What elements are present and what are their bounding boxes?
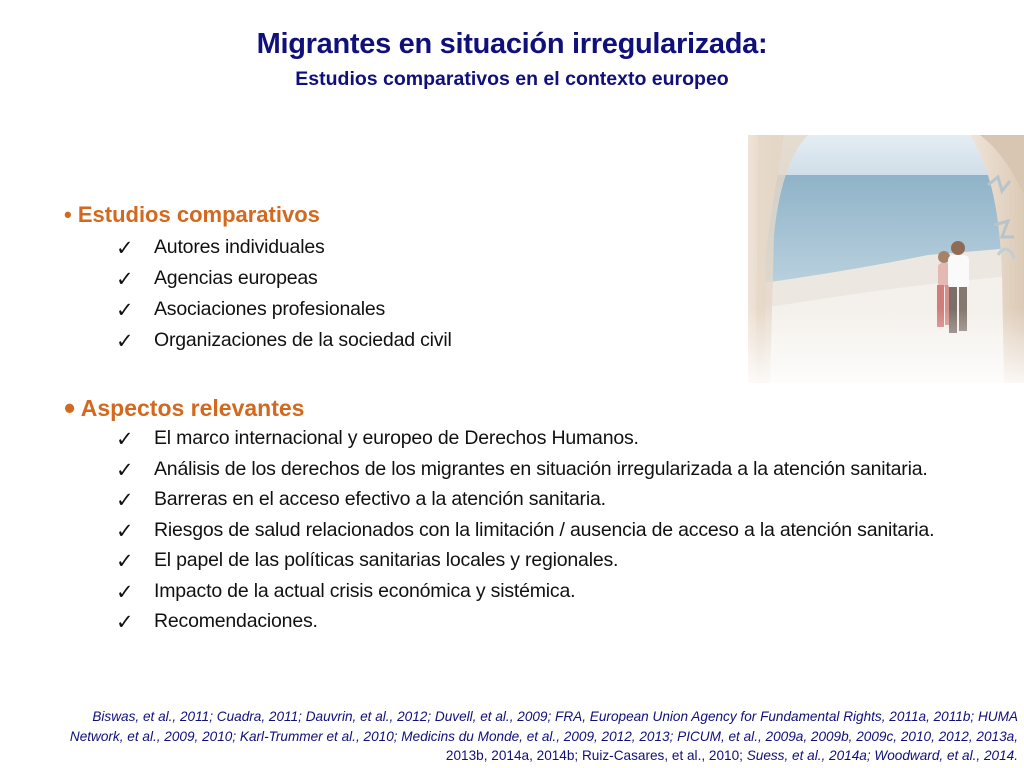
section-heading-text: Estudios comparativos — [77, 202, 320, 227]
checkmark-icon: ✓ — [116, 518, 134, 543]
page-title: Migrantes en situación irregularizada: — [256, 28, 768, 60]
list-item-text: Autores individuales — [154, 236, 325, 258]
checkmark-icon: ✓ — [116, 329, 134, 353]
page-subtitle: Estudios comparativos en el contexto europeo — [295, 68, 729, 90]
list-item-text: Organizaciones de la sociedad civil — [154, 329, 452, 351]
list-item-text: El marco internacional y europeo de Derechos Humanos. — [154, 427, 639, 449]
checkmark-icon: ✓ — [116, 427, 134, 451]
checkmark-icon: ✓ — [116, 549, 134, 573]
list-item-text: Agencias europeas — [154, 267, 318, 289]
checkmark-icon: ✓ — [116, 488, 134, 512]
checkmark-icon: ✓ — [116, 267, 134, 291]
checkmark-icon: ✓ — [116, 457, 134, 482]
list-item — [116, 606, 1024, 637]
references — [24, 707, 1018, 766]
list-item — [116, 263, 1024, 294]
list-aspectos — [116, 423, 1024, 637]
section-heading-aspectos — [64, 390, 305, 426]
checkmark-icon: ✓ — [116, 298, 134, 322]
list-item — [116, 325, 1024, 356]
references-line-1: Biswas, et al., 2011; Cuadra, 2011; Dauvrin, et al., 2012; Duvell, et al., 2009; FRA, European Union Agency for Fundamental Rights, 2011a, 2011b; HUMA — [92, 709, 1018, 724]
list-item-text: Riesgos de salud relacionados con la limitación / ausencia de acceso a la atención sanitaria. — [154, 518, 935, 541]
list-item-text: Barreras en el acceso efectivo a la atención sanitaria. — [154, 488, 606, 510]
list-item — [116, 454, 1024, 485]
list-item-text: El papel de las políticas sanitarias locales y regionales. — [154, 549, 619, 571]
list-item-text: Asociaciones profesionales — [154, 298, 386, 320]
checkmark-icon: ✓ — [116, 610, 134, 634]
list-item-text: Recomendaciones. — [154, 610, 318, 632]
list-item — [116, 545, 1024, 576]
list-item — [116, 576, 1024, 607]
references-line-2: Network, et al., 2009, 2010; Karl-Trummer et al., 2010; Medicins du Monde, et al., 2009, 2012, 2013; PICUM, et al., 2009a, 2009b, 2009c, 2010, 2012, 2013a, — [69, 728, 1018, 744]
references-line-3b: Suess, et al., 2014a; Woodward, et al., 2014. — [746, 748, 1018, 763]
list-item — [116, 515, 1024, 546]
bullet-icon: • — [64, 202, 72, 227]
references-line-3 — [24, 746, 1018, 766]
references-line-3a: 2013b, 2014a, 2014b; Ruiz-Casares, et al., 2010; — [445, 748, 747, 763]
list-item — [116, 423, 1024, 454]
bullet-icon: • — [64, 390, 76, 426]
section-heading-estudios — [64, 201, 320, 229]
section-heading-text: Aspectos relevantes — [80, 395, 305, 421]
checkmark-icon: ✓ — [116, 579, 134, 604]
list-item-text: Impacto de la actual crisis económica y sistémica. — [154, 579, 576, 602]
list-item — [116, 294, 1024, 325]
list-estudios — [116, 232, 1024, 356]
list-item — [116, 232, 1024, 263]
list-item — [116, 484, 1024, 515]
list-item-text: Análisis de los derechos de los migrantes en situación irregularizada a la atención sanitaria. — [154, 457, 928, 480]
checkmark-icon: ✓ — [116, 236, 134, 260]
